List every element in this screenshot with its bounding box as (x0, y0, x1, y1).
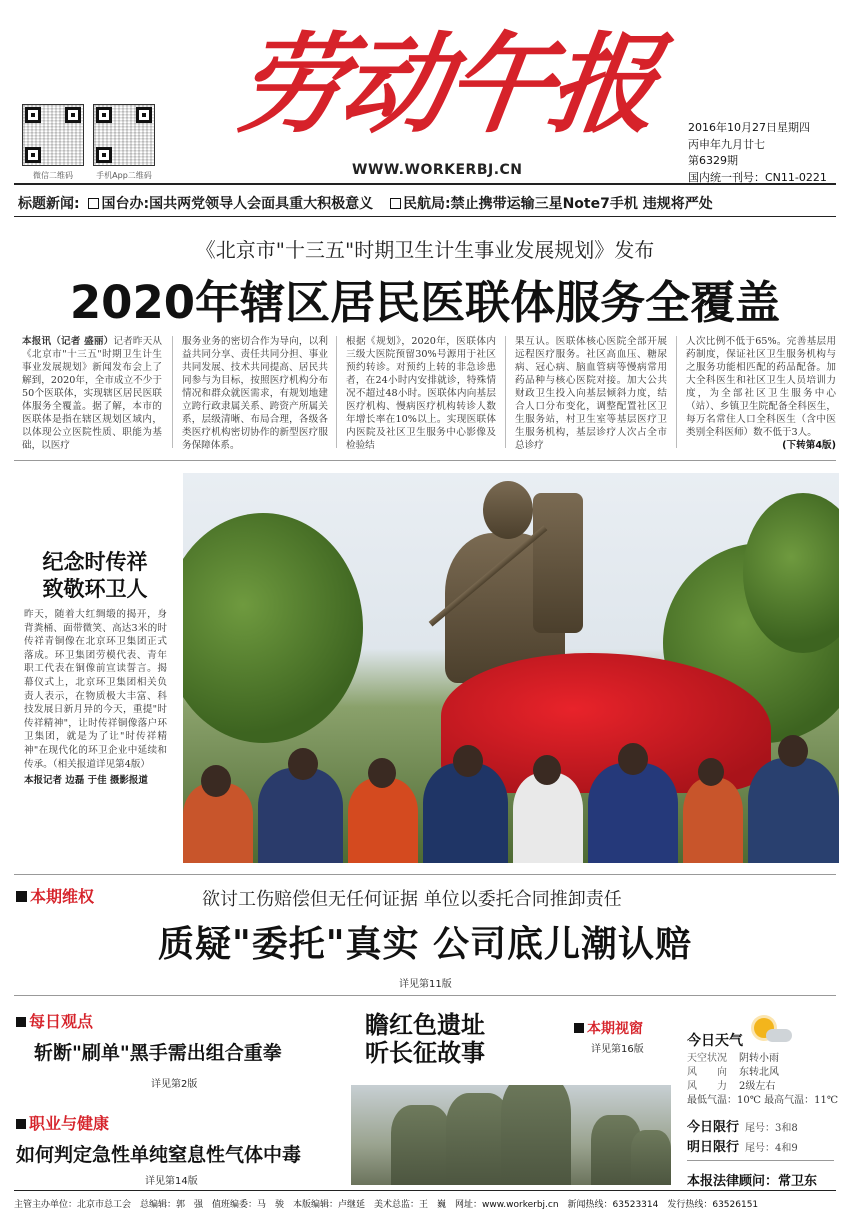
weather-temp: 最低气温：10℃ 最高气温：11℃ (687, 1095, 839, 1106)
window-see-page[interactable]: 详见第16版 (591, 1044, 644, 1055)
lead-text: 服务业务的密切合作为导向，以利益共同分享、责任共同分担、事业共同发展、技术共同提高、居民共同参与为目标，按照医疗机构分布情况和群众就医需求，有规划地建立跨行政隶属关系、跨资产所属关系，层级清晰、布局合理，各级各类医疗机构密切协作的新型医疗服务保障体系。 (182, 336, 328, 451)
headline-news-label: 标题新闻: (18, 196, 80, 212)
crowd-person (588, 763, 678, 863)
weather-key: 风 向 (687, 1067, 727, 1078)
lead-text: 果互认。医联体核心医院全部开展远程医疗服务。社区高血压、糖尿病、冠心病、脑血管病等慢病常用药品种与核心医院对接。加大公共财政卫生投入向基层倾斜力度，结合人口分布变化，调整配置社区卫生服务站，村卫生室等基层医疗卫生服务机构，基层诊疗人次占全市总诊疗 (515, 336, 667, 451)
weather-rule (687, 1160, 834, 1161)
rights-kicker: 欲讨工伤赔偿但无任何证据 单位以委托合同推卸责任 (202, 889, 622, 910)
health-tag (16, 1111, 109, 1134)
issue-info (688, 120, 827, 186)
legal-advisor: 本报法律顾问：常卫东 (687, 1174, 818, 1189)
lead-column-1 (22, 335, 162, 452)
window-title-line: 听长征故事 (365, 1039, 485, 1067)
traffic-tomorrow (687, 1136, 798, 1155)
lead-kicker: 《北京市"十三五"时期卫生计生事业发展规划》发布 (195, 238, 655, 262)
lead-column-3 (346, 335, 496, 452)
rights-title[interactable]: 质疑"委托"真实 公司底儿潮认赔 (157, 923, 693, 965)
weather-row (687, 1052, 838, 1066)
column-divider (172, 336, 173, 448)
weather-row (687, 1080, 838, 1094)
crowd-head (698, 758, 724, 786)
photo-story-title (20, 549, 170, 603)
app-qr-code[interactable] (93, 104, 155, 166)
traffic-today-label: 今日限行 (687, 1120, 740, 1135)
weather-value: 阴转小雨 (739, 1053, 779, 1064)
photo-story-text: 昨天，随着大红绸缎的揭开，身背粪桶、面带微笑、高达3米的时传祥青铜像在北京环卫集团正式落成。环卫集团劳模代表、青年职工代表在铜像前宣读誓言。揭幕仪式上，北京环卫集团相关负责人表示，在物质极大丰富、科技发展日新月异的今天，重提"时传祥精神"，让时传祥铜像落户环卫集团，就是为了让"时传祥精神"在现代化的环卫企业中延续和传承。（相关报道详见第4版） (24, 609, 167, 770)
traffic-tomorrow-value: 尾号：4和9 (745, 1143, 798, 1154)
issue-date: 2016年10月27日星期四 (688, 121, 810, 134)
headline-news-item[interactable]: 民航局:禁止携带运输三星Note7手机 违规将严处 (402, 196, 713, 212)
footer-rule (14, 1190, 836, 1191)
cloud-icon (766, 1029, 792, 1042)
lead-column-4 (515, 335, 667, 452)
photo-credit: 本报记者 边磊 于佳 摄影报道 (24, 775, 148, 786)
lead-author: 本报讯（记者 盛丽） (22, 336, 114, 347)
opinion-tag (16, 1009, 93, 1032)
crowd-head (288, 748, 318, 780)
wechat-qr-code[interactable] (22, 104, 84, 166)
window-tag (574, 1018, 643, 1038)
rights-see-page[interactable]: 详见第11版 (399, 979, 452, 990)
column-divider (505, 336, 506, 448)
rights-tag-label: 本期维权 (30, 887, 95, 906)
lead-text: 人次比例不低于65%。完善基层用药制度，保证社区卫生服务机构与之服务功能相匹配的药品配备。加大全科医生和社区卫生人员培训力度，为全部社区卫生服务中心（站）、乡镇卫生院配备全科医生，每万名常住人口全科医生（含中医类别全科医师）数不低于3人。 (686, 336, 836, 438)
lead-title[interactable]: 2020年辖区居民医联体服务全覆盖 (69, 276, 781, 329)
black-square-icon (16, 1017, 26, 1027)
lead-column-5 (686, 335, 836, 452)
crowd-head (778, 735, 808, 767)
weather-value: 东转北风 (739, 1067, 779, 1078)
crowd-head (368, 758, 396, 788)
serial-number: 国内统一刊号：CN11-0221 (688, 170, 827, 184)
crowd-head (618, 743, 648, 775)
reenactor (501, 1085, 571, 1185)
weather-key: 天空状况 (687, 1053, 727, 1064)
weather-value: 2级左右 (739, 1081, 776, 1092)
long-march-photo (351, 1085, 671, 1185)
app-qr-label: 手机App二维码 (96, 171, 152, 180)
opinion-tag-label: 每日观点 (29, 1012, 94, 1031)
crowd-person (348, 778, 418, 863)
newspaper-logo: 劳动午报 (229, 22, 663, 148)
lead-text: 根据《规划》，2020年，医联体内三级大医院预留30%号源用于社区预约转诊。对预约上转的非急诊患者，在24小时内安排就诊，特殊情况不超过48小时。医联体内向基层医疗机构、慢病医疗机构转诊人数年增长率在10%以上。实现医联体内医院及社区卫生服务中心影像及检验结 (346, 336, 496, 451)
photo-story-title-line: 纪念时传祥 (42, 550, 148, 574)
weather-key: 风 力 (687, 1081, 727, 1092)
footer-credits: 主管主办单位：北京市总工会 总编辑：郭 强 值班编委：马 骏 本版编辑：卢继延 美术总监：王 巍 网址：www.workerbj.cn 新闻热线：63523314 发行热线：63526151 (14, 1200, 759, 1210)
traffic-today (687, 1116, 798, 1135)
checkbox-icon (390, 198, 401, 209)
weather-row (687, 1066, 838, 1080)
reenactor (631, 1130, 671, 1185)
headline-news-bar (18, 193, 713, 213)
weather-details (687, 1052, 838, 1108)
column-divider (676, 336, 677, 448)
crowd-head (201, 765, 231, 797)
issue-number: 第6329期 (688, 154, 738, 167)
crowd-person (258, 768, 343, 863)
masthead-rule-top (14, 183, 836, 185)
section-rule (14, 874, 836, 875)
lead-column-2 (182, 335, 328, 452)
health-tag-label: 职业与健康 (29, 1114, 110, 1133)
reenactor (391, 1105, 451, 1185)
tree (183, 513, 363, 743)
window-tag-label: 本期视窗 (587, 1021, 643, 1037)
rights-tag (16, 884, 94, 907)
weather-title: 今日天气 (687, 1033, 743, 1049)
black-square-icon (16, 1119, 26, 1129)
statue-unveiling-photo (183, 473, 839, 863)
crowd-person (683, 778, 743, 863)
statue-bucket (533, 493, 583, 633)
opinion-title[interactable]: 斩断"刷单"黑手需出组合重拳 (34, 1042, 282, 1064)
black-square-icon (574, 1023, 584, 1033)
crowd-person (423, 763, 508, 863)
health-see-page[interactable]: 详见第14版 (145, 1176, 198, 1187)
section-rule (14, 995, 836, 996)
traffic-today-value: 尾号：3和8 (745, 1123, 798, 1134)
continue-label[interactable]: (下转第4版) (782, 440, 836, 451)
crowd-head (453, 745, 483, 777)
headline-news-item[interactable]: 国台办:国共两党领导人会面具重大积极意义 (101, 196, 374, 212)
window-title[interactable] (365, 1011, 485, 1067)
crowd-person (513, 773, 583, 863)
traffic-tomorrow-label: 明日限行 (687, 1140, 740, 1155)
black-square-icon (16, 891, 27, 902)
crowd-head (533, 755, 561, 785)
crowd-person (748, 758, 839, 863)
health-title[interactable]: 如何判定急性单纯窒息性气体中毒 (16, 1144, 302, 1166)
lead-text: 记者昨天从《北京市"十三五"时期卫生计生事业发展规划》新闻发布会上了解到，2020年，全市成立不少于50个医联体，实现辖区居民医联体服务全覆盖。据了解，本市的医联体是指在辖区规划区域内，以体现公立医院性质、职能为基础，以医疗 (22, 336, 162, 451)
window-title-line: 瞻红色遗址 (365, 1011, 485, 1039)
headline-rule (14, 216, 836, 217)
checkbox-icon (88, 198, 99, 209)
wechat-qr-label: 微信二维码 (33, 171, 73, 180)
lunar-date: 丙申年九月廿七 (688, 137, 765, 151)
opinion-see-page[interactable]: 详见第2版 (151, 1079, 198, 1090)
column-divider (336, 336, 337, 448)
section-rule (14, 460, 836, 461)
photo-story-title-line: 致敬环卫人 (42, 577, 148, 601)
statue-head (483, 481, 533, 539)
website-link[interactable]: WWW.WORKERBJ.CN (352, 162, 523, 178)
